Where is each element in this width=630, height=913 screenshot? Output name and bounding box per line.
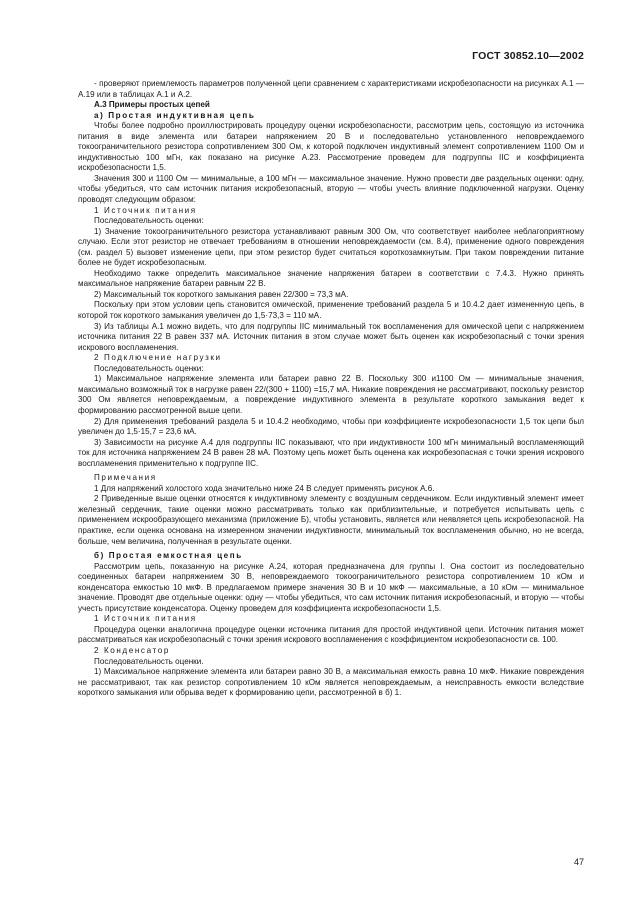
paragraph: 1) Максимальное напряжение элемента или батареи равно 30 В, а максимальная емкость равна 10 мкФ. Никакие повреждения не рассматривают, так как резистор сопротивлением 10 кОм является неповреждаемым, а неисправность емкости вследствие короткого замыкания или обрыва ведет к формированию цепи, рассмотренной в б) 1.: [78, 667, 584, 698]
note: 2 Приведенные выше оценки относятся к индуктивному элементу с воздушным сердечником. Если индуктивный элемент имеет железный сердечник, такие оценки можно рассматривать только как приблизительные, и потребуется испытывать цепь с применением искрообразующего механизма (приложение Б), чтобы установить, является или неявляется цепь искробезопасной. На практике, если оценка основана на измеренном значении индуктивности, минимальный ток воспламенения обычно, но не всегда, больше, чем величина, полученная в результате оценки.: [78, 494, 584, 546]
note: 1 Для напряжений холостого хода значительно ниже 24 В следует применять рисунок А.6.: [94, 483, 435, 493]
paragraph: - проверяют приемлемость параметров полученной цепи сравнением с характеристиками искробезопасности на рисунках А.1 — А.19 или в таблицах А.1 и А.2.: [78, 79, 584, 99]
paragraph: Рассмотрим цепь, показанную на рисунке А.24, которая предназначена для группы I. Она состоит из последовательно соединенных батареи напряжением 30 В, неповреждаемого токоограничительного резистора сопротивлением 10 кОм и конденсатора емкостью 10 мкФ. В предлагаемом примере значения 30 В и 10 мкФ — максимальные, а 10 кОм — минимальное значение. Проводят две отдельные оценки: одну — чтобы убедиться, что сам источник питания искробезопасный, и вторую — чтобы учесть присутствие конденсатора. Оценку проведем для коэффициента искробезопасности 1,5.: [78, 561, 584, 613]
notes-heading: Примечания: [94, 473, 157, 483]
paragraph: Необходимо также определить максимальное значение напряжения батареи в соответствии с 7.4.3. Нужно принять максимальное напряжение батареи равным 22 В.: [78, 268, 584, 289]
paragraph: Последовательность оценки:: [94, 216, 204, 226]
paragraph: 2) Максимальный ток короткого замыкания равен 22/300 = 73,3 мА.: [94, 289, 349, 299]
item-heading: 2 Конденсатор: [94, 645, 170, 655]
section-heading: А.3 Примеры простых цепей: [94, 100, 210, 110]
paragraph: 2) Для применения требований раздела 5 и 10.4.2 необходимо, чтобы при коэффициенте искробезопасности 1,5 ток цепи был увеличен до 1,5·15,7 = 23,6 мА.: [78, 416, 584, 437]
page-number: 47: [573, 857, 584, 867]
item-heading: 2 Подключение нагрузки: [94, 353, 222, 363]
paragraph: Последовательность оценки.: [94, 656, 204, 666]
paragraph: 1) Значение токоограничительного резистора устанавливают равным 300 Ом, что соответствует наиболее неблагоприятному случаю. Если этот резистор не отвечает требованиям в отношении неповреждаемости (см. 8.4), применение одного повреждения (см. раздел 5) вызовет изменение цепи, при этом резистор будет считаться короткозамкнутым. При таком повреждении питание более не будет искробезопасным.: [78, 226, 584, 268]
document-body: [78, 79, 584, 699]
paragraph: Процедура оценки аналогична процедуре оценки источника питания для простой индуктивной цепи. Источник питания может рассматриваться как искробезопасный с точки зрения искрового воспламенения с коэффициентом искробезопасности св. 100.: [78, 624, 584, 645]
paragraph: Поскольку при этом условии цепь становится омической, применение требований раздела 5 и 10.4.2 дает измененную цепь, в которой ток короткого замыкания увеличен до 1,5·73,3 = 110 мА.: [78, 300, 584, 321]
paragraph: Последовательность оценки:: [94, 363, 204, 373]
paragraph: Чтобы более подробно проиллюстрировать процедуру оценки искробезопасности, рассмотрим цепь, состоящую из источника питания в виде элемента или батареи напряжением 20 В и последовательно установленного неповреждаемого токоограничительного резистора сопротивлением 300 Ом, к которой подключен индуктивный элемент сопротивлением 1100 Ом и индуктивностью 100 мГн, как показано на рисунке А.23. Рассмотрение проведем для подгруппы IIC и коэффициента искробезопасности 1,5.: [78, 121, 584, 173]
document-header: ГОСТ 30852.10—2002: [472, 50, 584, 62]
item-heading: 1 Источник питания: [94, 205, 197, 215]
paragraph: 3) Из таблицы А.1 можно видеть, что для подгруппы IIC минимальный ток воспламенения для омической цепи с напряжением источника питания 22 В равен 337 мА. Источник питания в этом случае может быть оценен как искробезопасный с точки зрения искрового воспламенения.: [78, 321, 584, 352]
paragraph: 3) Зависимости на рисунке А.4 для подгруппы IIC показывают, что при индуктивности 100 мГн минимальный воспламеняющий ток для источника напряжением 24 В равен 28 мА. Поэтому цепь может быть оценена как искробезопасная с точки зрения искрового воспламенения применительно к подгруппе IIC.: [78, 437, 584, 468]
item-heading: 1 Источник питания: [94, 614, 197, 624]
paragraph: 1) Максимальное напряжение элемента или батареи равно 22 В. Поскольку 300 и1100 Ом — минимальные значения, максимально возможный ток в нагрузке равен 22/(300 + 1100) =15,7 мА. Никакие повреждения не рассматривают, поскольку резистор 300 Ом является неповреждаемым, а повреждение индуктивного элемента в результате короткого замыкания ведет к формированию рассмотренной выше цепи.: [78, 374, 584, 415]
subsection-heading: б) Простая емкостная цепь: [94, 551, 243, 561]
subsection-heading: а) Простая индуктивная цепь: [94, 110, 256, 120]
paragraph: Значения 300 и 1100 Ом — минимальные, а 100 мГн — максимальное значение. Нужно провести две раздельных оценки: одну, чтобы убедиться, что сам источник питания искробезопасный, вторую — чтобы учесть влияние подключенной нагрузки. Оценку проводят следующим образом:: [78, 173, 584, 205]
